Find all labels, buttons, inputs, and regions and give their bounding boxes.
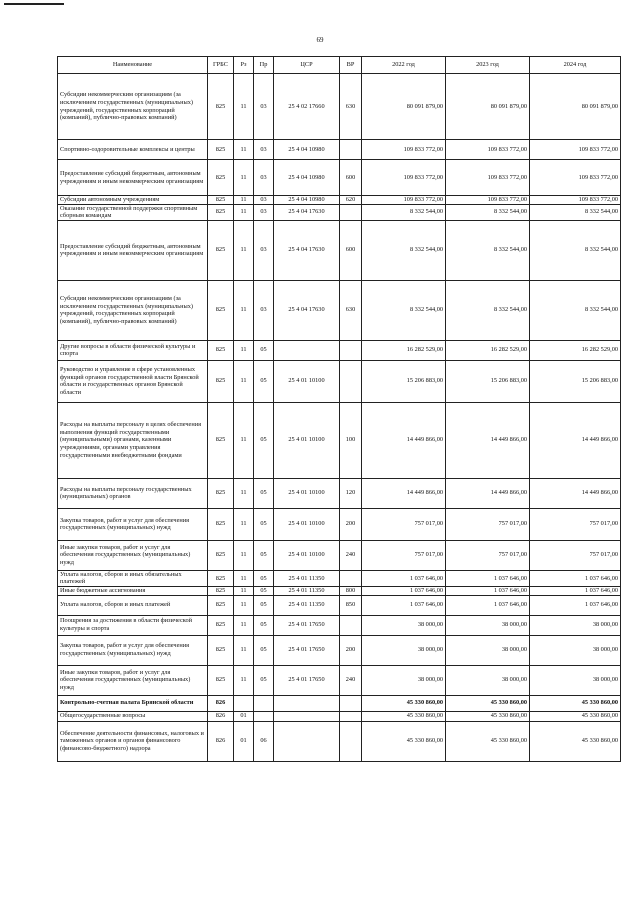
cell-csr: 25 4 01 17650	[274, 615, 340, 635]
cell-pr	[254, 711, 274, 721]
cell-vr: 240	[340, 540, 362, 570]
cell-name: Иные закупки товаров, работ и услуг для обеспечения государственных (муниципальных) нужд	[58, 540, 208, 570]
cell-name: Иные закупки товаров, работ и услуг для обеспечения государственных (муниципальных) нужд	[58, 665, 208, 695]
cell-rz: 11	[234, 615, 254, 635]
cell-vr	[340, 140, 362, 160]
cell-y2022: 38 000,00	[362, 665, 446, 695]
cell-y2024: 38 000,00	[530, 635, 621, 665]
cell-rz: 11	[234, 595, 254, 615]
cell-vr: 100	[340, 402, 362, 478]
cell-name: Контрольно-счетная палата Брянской области	[58, 695, 208, 711]
cell-csr: 25 4 01 10100	[274, 478, 340, 508]
cell-grbs: 825	[208, 570, 234, 586]
cell-pr	[254, 695, 274, 711]
cell-name: Обеспечение деятельности финансовых, налоговых и таможенных органов и органов финансового (финансово-бюджетного) надзора	[58, 721, 208, 761]
cell-y2024: 38 000,00	[530, 615, 621, 635]
cell-vr: 850	[340, 595, 362, 615]
cell-grbs: 825	[208, 402, 234, 478]
cell-rz: 11	[234, 196, 254, 205]
table-row	[58, 711, 621, 721]
cell-y2022: 109 833 772,00	[362, 140, 446, 160]
cell-csr: 25 4 01 17650	[274, 635, 340, 665]
cell-grbs: 826	[208, 721, 234, 761]
cell-y2024: 1 037 646,00	[530, 570, 621, 586]
cell-y2022: 16 282 529,00	[362, 340, 446, 360]
cell-pr: 05	[254, 665, 274, 695]
cell-y2024: 109 833 772,00	[530, 160, 621, 196]
table-row	[58, 340, 621, 360]
cell-vr: 620	[340, 196, 362, 205]
cell-pr: 05	[254, 570, 274, 586]
table-row	[58, 540, 621, 570]
cell-csr: 25 4 01 11350	[274, 595, 340, 615]
cell-y2022: 45 330 860,00	[362, 711, 446, 721]
cell-y2022: 8 332 544,00	[362, 280, 446, 340]
cell-pr: 03	[254, 74, 274, 140]
cell-y2024: 14 449 866,00	[530, 402, 621, 478]
cell-rz: 11	[234, 540, 254, 570]
cell-y2023: 45 330 860,00	[446, 721, 530, 761]
cell-grbs: 825	[208, 160, 234, 196]
cell-vr: 600	[340, 220, 362, 280]
cell-csr: 25 4 01 17650	[274, 665, 340, 695]
cell-y2022: 1 037 646,00	[362, 595, 446, 615]
table-row	[58, 140, 621, 160]
table-row	[58, 280, 621, 340]
table-row	[58, 635, 621, 665]
cell-y2024: 80 091 879,00	[530, 74, 621, 140]
cell-csr: 25 4 02 17660	[274, 74, 340, 140]
cell-csr: 25 4 01 10100	[274, 540, 340, 570]
cell-y2023: 109 833 772,00	[446, 196, 530, 205]
cell-grbs: 825	[208, 74, 234, 140]
cell-pr: 05	[254, 615, 274, 635]
cell-y2023: 16 282 529,00	[446, 340, 530, 360]
cell-csr	[274, 711, 340, 721]
cell-y2024: 8 332 544,00	[530, 204, 621, 220]
cell-grbs: 825	[208, 204, 234, 220]
table-row	[58, 586, 621, 595]
table-row	[58, 402, 621, 478]
cell-vr: 200	[340, 508, 362, 540]
header-name: Наименование	[58, 57, 208, 74]
cell-y2022: 14 449 866,00	[362, 478, 446, 508]
cell-csr: 25 4 04 10980	[274, 160, 340, 196]
table-row	[58, 478, 621, 508]
cell-grbs: 825	[208, 220, 234, 280]
cell-grbs: 825	[208, 340, 234, 360]
cell-pr: 03	[254, 160, 274, 196]
cell-y2024: 1 037 646,00	[530, 586, 621, 595]
cell-grbs: 825	[208, 478, 234, 508]
cell-rz: 11	[234, 665, 254, 695]
cell-name: Расходы на выплаты персоналу государственных (муниципальных) органов	[58, 478, 208, 508]
cell-name: Субсидии автономным учреждениям	[58, 196, 208, 205]
table-row	[58, 570, 621, 586]
cell-csr: 25 4 04 10980	[274, 196, 340, 205]
cell-rz: 11	[234, 508, 254, 540]
cell-y2024: 8 332 544,00	[530, 220, 621, 280]
cell-name: Закупка товаров, работ и услуг для обеспечения государственных (муниципальных) нужд	[58, 635, 208, 665]
cell-y2024: 757 017,00	[530, 508, 621, 540]
table-row	[58, 204, 621, 220]
cell-csr: 25 4 01 10100	[274, 402, 340, 478]
cell-y2023: 109 833 772,00	[446, 140, 530, 160]
header-vr: ВР	[340, 57, 362, 74]
cell-vr: 600	[340, 160, 362, 196]
cell-y2024: 38 000,00	[530, 665, 621, 695]
cell-rz: 11	[234, 204, 254, 220]
cell-y2024: 45 330 860,00	[530, 695, 621, 711]
cell-y2023: 1 037 646,00	[446, 595, 530, 615]
cell-pr: 05	[254, 360, 274, 402]
cell-vr: 200	[340, 635, 362, 665]
cell-y2023: 38 000,00	[446, 665, 530, 695]
cell-csr: 25 4 01 11350	[274, 570, 340, 586]
cell-pr: 05	[254, 340, 274, 360]
cell-name: Предоставление субсидий бюджетным, автономным учреждениям и иным некоммерческим организациям	[58, 220, 208, 280]
cell-pr: 06	[254, 721, 274, 761]
cell-y2023: 757 017,00	[446, 508, 530, 540]
cell-grbs: 825	[208, 586, 234, 595]
cell-csr: 25 4 01 11350	[274, 586, 340, 595]
cell-pr: 03	[254, 140, 274, 160]
cell-vr	[340, 340, 362, 360]
cell-name: Закупка товаров, работ и услуг для обеспечения государственных (муниципальных) нужд	[58, 508, 208, 540]
table-row	[58, 508, 621, 540]
cell-vr: 630	[340, 74, 362, 140]
cell-grbs: 825	[208, 540, 234, 570]
table-row	[58, 595, 621, 615]
cell-name: Предоставление субсидий бюджетным, автономным учреждениям и иным некоммерческим организациям	[58, 160, 208, 196]
cell-grbs: 825	[208, 615, 234, 635]
cell-csr	[274, 695, 340, 711]
table-row	[58, 360, 621, 402]
cell-vr: 800	[340, 586, 362, 595]
cell-rz: 11	[234, 160, 254, 196]
cell-rz	[234, 695, 254, 711]
cell-grbs: 825	[208, 635, 234, 665]
cell-grbs: 825	[208, 665, 234, 695]
cell-y2022: 757 017,00	[362, 508, 446, 540]
cell-rz: 11	[234, 220, 254, 280]
cell-y2024: 45 330 860,00	[530, 721, 621, 761]
cell-csr	[274, 721, 340, 761]
cell-y2023: 14 449 866,00	[446, 478, 530, 508]
cell-pr: 03	[254, 204, 274, 220]
cell-y2023: 15 206 883,00	[446, 360, 530, 402]
cell-name: Спортивно-оздоровительные комплексы и центры	[58, 140, 208, 160]
cell-vr	[340, 711, 362, 721]
cell-grbs: 825	[208, 508, 234, 540]
cell-y2022: 45 330 860,00	[362, 695, 446, 711]
cell-y2024: 8 332 544,00	[530, 280, 621, 340]
cell-y2023: 757 017,00	[446, 540, 530, 570]
cell-vr	[340, 204, 362, 220]
cell-y2024: 15 206 883,00	[530, 360, 621, 402]
cell-rz: 01	[234, 711, 254, 721]
cell-y2023: 109 833 772,00	[446, 160, 530, 196]
cell-pr: 03	[254, 196, 274, 205]
cell-y2024: 14 449 866,00	[530, 478, 621, 508]
cell-y2023: 8 332 544,00	[446, 204, 530, 220]
cell-y2023: 14 449 866,00	[446, 402, 530, 478]
cell-grbs: 825	[208, 280, 234, 340]
header-pr: Пр	[254, 57, 274, 74]
cell-vr	[340, 721, 362, 761]
cell-y2022: 8 332 544,00	[362, 204, 446, 220]
cell-y2024: 45 330 860,00	[530, 711, 621, 721]
cell-name: Уплата налогов, сборов и иных платежей	[58, 595, 208, 615]
table-row	[58, 74, 621, 140]
table-row	[58, 665, 621, 695]
cell-name: Расходы на выплаты персоналу в целях обеспечения выполнения функций государственными (муниципальными) органами, казенными учреждениями, органами управления государственными внебюджетными фондами	[58, 402, 208, 478]
page-number: 69	[316, 36, 324, 44]
cell-name: Другие вопросы в области физической культуры и спорта	[58, 340, 208, 360]
cell-y2023: 80 091 879,00	[446, 74, 530, 140]
cell-pr: 03	[254, 280, 274, 340]
cell-y2023: 8 332 544,00	[446, 280, 530, 340]
table-header-row	[58, 57, 621, 74]
cell-name: Общегосударственные вопросы	[58, 711, 208, 721]
cell-y2022: 38 000,00	[362, 635, 446, 665]
cell-csr: 25 4 04 17630	[274, 204, 340, 220]
cell-vr	[340, 360, 362, 402]
cell-y2023: 38 000,00	[446, 635, 530, 665]
cell-y2022: 109 833 772,00	[362, 160, 446, 196]
cell-name: Субсидии некоммерческим организациям (за исключением государственных (муниципальных) учреждений, государственных корпораций (компаний), публично-правовых компаний)	[58, 280, 208, 340]
cell-y2024: 109 833 772,00	[530, 196, 621, 205]
cell-vr: 630	[340, 280, 362, 340]
cell-pr: 05	[254, 478, 274, 508]
cell-csr: 25 4 01 10100	[274, 508, 340, 540]
cell-rz: 11	[234, 280, 254, 340]
cell-y2023: 8 332 544,00	[446, 220, 530, 280]
cell-pr: 05	[254, 595, 274, 615]
cell-grbs: 825	[208, 196, 234, 205]
cell-y2024: 757 017,00	[530, 540, 621, 570]
cell-y2022: 109 833 772,00	[362, 196, 446, 205]
cell-rz: 11	[234, 340, 254, 360]
cell-rz: 11	[234, 360, 254, 402]
table-row	[58, 615, 621, 635]
budget-table	[57, 56, 621, 762]
cell-y2024: 16 282 529,00	[530, 340, 621, 360]
cell-y2022: 757 017,00	[362, 540, 446, 570]
table-row	[58, 695, 621, 711]
table-row	[58, 721, 621, 761]
header-grbs: ГРБС	[208, 57, 234, 74]
cell-y2023: 45 330 860,00	[446, 695, 530, 711]
cell-csr	[274, 340, 340, 360]
cell-vr	[340, 615, 362, 635]
cell-pr: 05	[254, 540, 274, 570]
cell-pr: 03	[254, 220, 274, 280]
cell-rz: 11	[234, 74, 254, 140]
cell-y2022: 80 091 879,00	[362, 74, 446, 140]
cell-y2024: 109 833 772,00	[530, 140, 621, 160]
cell-y2022: 1 037 646,00	[362, 570, 446, 586]
cell-rz: 11	[234, 402, 254, 478]
cell-rz: 11	[234, 570, 254, 586]
cell-csr: 25 4 01 10100	[274, 360, 340, 402]
cell-name: Руководство и управление в сфере установленных функций органов государственной власти Брянской области и государственных органов Брянской области	[58, 360, 208, 402]
table-row	[58, 160, 621, 196]
cell-y2023: 38 000,00	[446, 615, 530, 635]
table-row	[58, 196, 621, 205]
cell-rz: 11	[234, 478, 254, 508]
cell-rz: 01	[234, 721, 254, 761]
cell-y2022: 38 000,00	[362, 615, 446, 635]
cell-csr: 25 4 04 10980	[274, 140, 340, 160]
cell-vr	[340, 570, 362, 586]
cell-rz: 11	[234, 586, 254, 595]
header-2023: 2023 год	[446, 57, 530, 74]
cell-y2022: 45 330 860,00	[362, 721, 446, 761]
top-scan-mark	[4, 3, 64, 5]
cell-y2022: 15 206 883,00	[362, 360, 446, 402]
cell-vr	[340, 695, 362, 711]
cell-rz: 11	[234, 635, 254, 665]
cell-grbs: 826	[208, 711, 234, 721]
cell-name: Иные бюджетные ассигнования	[58, 586, 208, 595]
table-row	[58, 220, 621, 280]
cell-y2023: 1 037 646,00	[446, 570, 530, 586]
cell-pr: 05	[254, 635, 274, 665]
cell-vr: 120	[340, 478, 362, 508]
header-2024: 2024 год	[530, 57, 621, 74]
cell-grbs: 825	[208, 360, 234, 402]
cell-vr: 240	[340, 665, 362, 695]
cell-name: Уплата налогов, сборов и иных обязательных платежей	[58, 570, 208, 586]
cell-pr: 05	[254, 508, 274, 540]
header-rz: Рз	[234, 57, 254, 74]
cell-csr: 25 4 04 17630	[274, 280, 340, 340]
cell-csr: 25 4 04 17630	[274, 220, 340, 280]
cell-y2022: 1 037 646,00	[362, 586, 446, 595]
cell-y2022: 14 449 866,00	[362, 402, 446, 478]
cell-y2023: 1 037 646,00	[446, 586, 530, 595]
header-2022: 2022 год	[362, 57, 446, 74]
cell-grbs: 826	[208, 695, 234, 711]
cell-grbs: 825	[208, 140, 234, 160]
cell-rz: 11	[234, 140, 254, 160]
header-csr: ЦСР	[274, 57, 340, 74]
cell-name: Субсидии некоммерческим организациям (за исключением государственных (муниципальных) учреждений, государственных корпораций (компаний), публично-правовых компаний)	[58, 74, 208, 140]
cell-y2023: 45 330 860,00	[446, 711, 530, 721]
cell-name: Оказание государственной поддержки спортивным сборным командам	[58, 204, 208, 220]
cell-grbs: 825	[208, 595, 234, 615]
cell-pr: 05	[254, 586, 274, 595]
cell-y2022: 8 332 544,00	[362, 220, 446, 280]
cell-y2024: 1 037 646,00	[530, 595, 621, 615]
cell-name: Поощрения за достижения в области физической культуры и спорта	[58, 615, 208, 635]
cell-pr: 05	[254, 402, 274, 478]
